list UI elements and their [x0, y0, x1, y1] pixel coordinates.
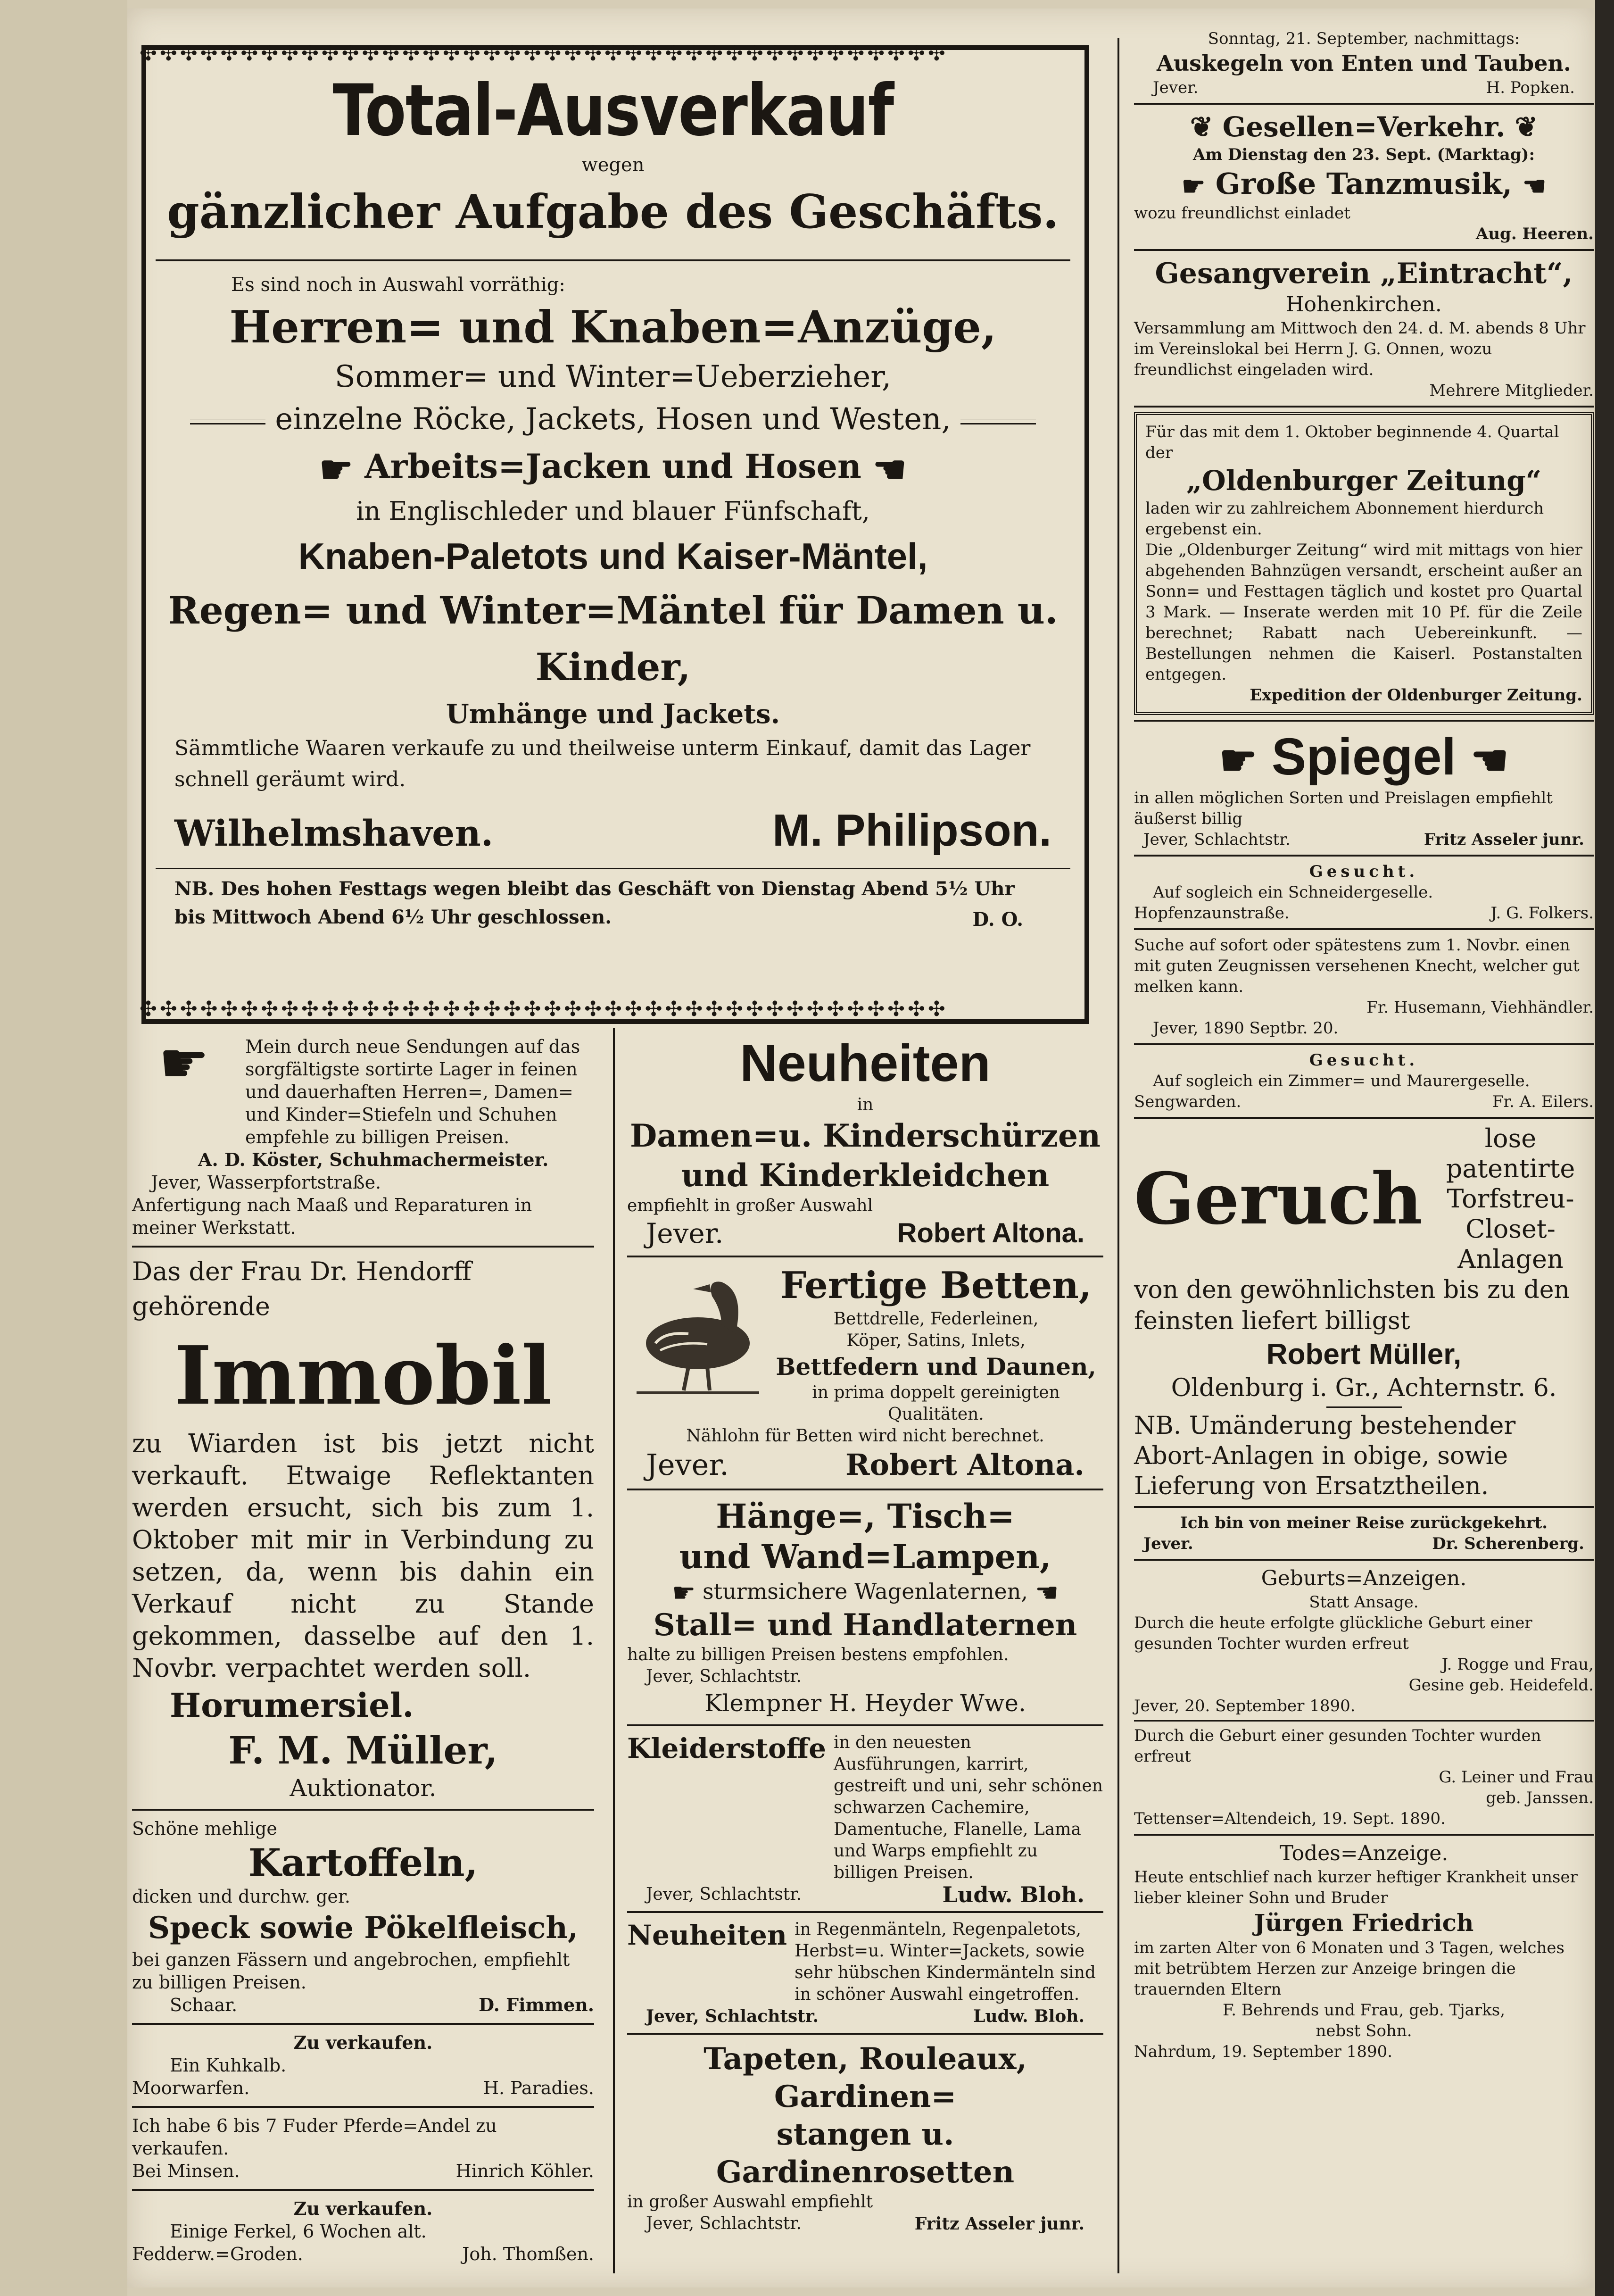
main-ad-nb-sign: D. O. [972, 908, 1023, 931]
verk2-head: Zu verkaufen. [293, 2198, 433, 2219]
immobil-intro: Das der Frau Dr. Hendorff gehörende [132, 1256, 472, 1321]
geb-names1: J. Rogge und Frau, [1441, 1655, 1594, 1674]
ornament-icon: ❦ [1190, 111, 1213, 143]
tod-body: Heute entschlief nach kurzer heftiger Krankheit unser lieber kleiner Sohn und Bruder [1134, 1868, 1578, 1907]
geruch-nb: NB. Umänderung bestehender Abort-Anlagen in obige, sowie Lieferung von Ersatztheilen. [1134, 1412, 1516, 1500]
neu2-body: in Regenmänteln, Regenpaletots, Herbst=u. Winter=Jackets, sowie sehr hübschen Kindermänteln sind in schöner Auswahl eingetroffen. [795, 1920, 1096, 2004]
geruch-body: von den gewöhnlichsten bis zu den feinsten liefert billigst [1134, 1276, 1570, 1335]
divider [1134, 855, 1594, 857]
divider [627, 2033, 1103, 2035]
kegel-signature [1134, 77, 1594, 98]
reise-name: Dr. Scherenberg. [1432, 1534, 1584, 1553]
reise-place: Jever. [1143, 1534, 1193, 1553]
divider [1134, 1720, 1594, 1722]
main-ad-line5: in Englischleder und blauer Fünfschaft, [356, 496, 870, 526]
ges-date: Am Dienstag den 23. Sept. (Marktag): [1192, 145, 1535, 164]
neu2-title: Neuheiten [627, 1919, 787, 1951]
verk2-place: Fedderw.=Groden. [132, 2244, 303, 2264]
kleider-title: Kleiderstoffe [627, 1732, 827, 1764]
ges1-signature [1134, 903, 1594, 923]
geb-body: Durch die heute erfolgte glückliche Geburt einer gesunden Tochter wurden erfreut [1134, 1614, 1532, 1653]
andel-name: Hinrich Köhler. [455, 2161, 594, 2181]
divider [156, 868, 1070, 869]
tod-body2: im zarten Alter von 6 Monaten und 3 Tagen, welches mit betrübtem Herzen zur Anzeige bringen die trauernden Eltern [1134, 1938, 1565, 1999]
kegel-place: Jever. [1153, 78, 1199, 97]
verk2-signature [132, 2243, 594, 2265]
page-edge [1595, 0, 1614, 2296]
betten-signature [627, 1447, 1103, 1483]
divider [132, 2106, 594, 2108]
reise-body: Ich bin von meiner Reise zurückgekehrt. [1180, 1514, 1548, 1532]
main-ad-title: Total-Ausverkauf [332, 70, 894, 152]
eint-title: Gesangverein „Eintracht“, [1155, 257, 1573, 290]
verk1-item: Ein Kuhkalb. [170, 2055, 287, 2076]
divider [156, 259, 1070, 261]
kart-title: Kartoffeln, [248, 1840, 478, 1885]
divider [627, 1724, 1103, 1726]
eint-body: Versammlung am Mittwoch den 24. d. M. abends 8 Uhr im Vereinslokal bei Herrn J. G. Onnen, wozu freundlichst eingeladen wird. [1134, 319, 1586, 379]
neu-place: Jever. [646, 1217, 724, 1249]
geb2-date: Tettenser=Altendeich, 19. Sept. 1890. [1134, 1809, 1446, 1828]
neu2-signature [627, 2005, 1103, 2027]
pointing-hand-icon: ☛ [319, 447, 353, 491]
ges2-place: Sengwarden. [1134, 1092, 1242, 1111]
speck-signature [132, 1994, 594, 2016]
main-ad-line4-text: Arbeits=Jacken und Hosen [364, 447, 861, 486]
ges-body: wozu freundlichst einladet [1134, 204, 1350, 223]
verk1-head: Zu verkaufen. [293, 2032, 433, 2053]
kleider-body: in den neuesten Ausführungen, karrirt, gestreift und uni, sehr schönen schwarzen Cachemire, Damentuche, Flanelle, Lama und Warps empfiehlt zu billigen Preisen. [834, 1733, 1103, 1882]
pointing-hand-icon: ☛ [873, 447, 907, 491]
divider [132, 1246, 594, 1248]
kart-sub: dicken und durchw. ger. [132, 1886, 350, 1907]
divider [1134, 1117, 1594, 1119]
pointing-hand-icon: ☛ [1522, 171, 1547, 202]
lampen-l1: Hänge=, Tisch= [716, 1497, 1015, 1536]
right-column [1134, 28, 1594, 2062]
ges-title-row [1134, 109, 1594, 144]
main-ad-line2: Sommer= und Winter=Ueberzieher, [334, 359, 892, 394]
divider [1134, 1506, 1594, 1508]
divider [1134, 103, 1594, 105]
geruch-side: lose patentirte Torfstreu-Closet-Anlagen [1446, 1123, 1575, 1274]
reise-signature [1134, 1533, 1594, 1554]
short-rule [1326, 1406, 1402, 1408]
olden-title: „Oldenburger Zeitung“ [1186, 465, 1542, 497]
ges2-signature [1134, 1091, 1594, 1112]
tod-sign1: F. Behrends und Frau, geb. Tjarks, [1222, 2001, 1506, 2020]
spiegel-body: in allen möglichen Sorten und Preislagen empfiehlt äußerst billig [1134, 789, 1553, 828]
speck-place: Schaar. [170, 1995, 238, 2015]
betten-place: Jever. [646, 1447, 729, 1482]
betten-l4: in prima doppelt gereinigten Qualitäten. [812, 1383, 1060, 1424]
koester-ad [132, 1031, 594, 1148]
lampen-place: Jever, Schlachtstr. [646, 1667, 802, 1686]
divider [1134, 406, 1594, 408]
koester-place: Jever, Wasserpfortstraße. [151, 1172, 381, 1193]
eint-place: Hohenkirchen. [1286, 292, 1442, 316]
geruch-ad [1134, 1123, 1594, 1274]
main-ad-intro: Es sind noch in Auswahl vorräthig: [231, 274, 565, 296]
pointing-hand-icon: ☛ [158, 1031, 209, 1096]
pointing-hand-icon: ☛ [1470, 737, 1509, 784]
neu-title: Neuheiten [740, 1034, 991, 1092]
knecht-body: Suche auf sofort oder spätestens zum 1. Novbr. einen mit guten Zeugnissen versehenen Knecht, welcher gut melken kann. [1134, 936, 1580, 996]
neu-in: in [857, 1095, 874, 1115]
tod-head: Todes=Anzeige. [1279, 1841, 1448, 1865]
ornament-border-top: ✣✣✣✣✣✣✣✣✣✣✣✣✣✣✣✣✣✣✣✣✣✣✣✣✣✣✣✣✣✣✣✣✣✣✣✣✣✣✣✣ [140, 43, 948, 64]
olden-l1: laden wir zu zahlreichem Abonnement hierdurch ergebenst ein. [1145, 499, 1544, 539]
geb2-names2: geb. Janssen. [1486, 1789, 1594, 1807]
main-ad-line8: Umhänge und Jackets. [446, 699, 780, 730]
ges1-name: J. G. Folkers. [1490, 904, 1594, 923]
main-ad-line1: Herren= und Knaben=Anzüge, [229, 301, 997, 353]
lampen-l4: Stall= und Handlaternen [653, 1607, 1077, 1643]
speck-name: D. Fimmen. [479, 1994, 594, 2015]
kleider-firm: Ludw. Bloh. [942, 1882, 1084, 1907]
speck-body: bei ganzen Fässern und angebrochen, empfiehlt zu billigen Preisen. [132, 1949, 570, 1993]
knecht-date: Jever, 1890 Septbr. 20. [1153, 1019, 1339, 1038]
verk1-place: Moorwarfen. [132, 2078, 250, 2098]
ges2-name: Fr. A. Eilers. [1492, 1092, 1594, 1111]
olden-body: Die „Oldenburger Zeitung“ wird mit mittags von hier abgehenden Bahnzügen versandt, erscheint außer an Sonn= und Festtagen täglich und kostet pro Quartal 3 Mark. — Inserate werden mit 10 Pf. für die Zeile berechnet; Rabatt nach Uebereinkunft. — Bestellungen nehmen die Kaiserl. Postanstalten entgegen. [1145, 541, 1582, 684]
pointing-hand-icon: ☛ [1181, 171, 1206, 202]
main-ad-line3 [156, 398, 1070, 441]
olden-ad [1134, 412, 1594, 715]
geb-date: Jever, 20. September 1890. [1134, 1697, 1356, 1715]
betten-ad [627, 1263, 1103, 1425]
neu-l1: Damen=u. Kinderschürzen [630, 1117, 1101, 1154]
geruch-title: Geruch [1134, 1157, 1423, 1240]
knecht-name: Fr. Husemann, Viehhändler. [1366, 998, 1594, 1017]
spiegel-title-row [1134, 726, 1594, 788]
pointing-hand-icon: ☛ [1035, 1578, 1059, 1608]
kleider-place: Jever, Schlachtstr. [646, 1885, 802, 1904]
andel-signature [132, 2160, 594, 2182]
ges1-body: Auf sogleich ein Schneidergeselle. [1153, 883, 1433, 902]
immobil-role: Auktionator. [290, 1774, 437, 1802]
betten-firm: Robert Altona. [845, 1447, 1084, 1482]
ges-main-row [1134, 165, 1594, 203]
divider [132, 2189, 594, 2191]
betten-l3: Bettfedern und Daunen, [776, 1353, 1096, 1381]
betten-l1: Bettdrelle, Federleinen, [833, 1309, 1039, 1329]
kart-intro: Schöne mehlige [132, 1818, 277, 1839]
verk2-item: Einige Ferkel, 6 Wochen alt. [170, 2221, 427, 2242]
ges2-head: Gesucht. [1309, 1051, 1419, 1070]
main-ad [156, 71, 1070, 932]
ges-title: Gesellen=Verkehr. [1222, 111, 1506, 143]
kleider-ad [627, 1732, 1103, 1884]
main-ad-firm: M. Philipson. [772, 805, 1051, 856]
immobil-title: Immobil [174, 1329, 552, 1423]
lampen-l2: und Wand=Lampen, [679, 1537, 1051, 1576]
geb-statt: Statt Ansage. [1309, 1593, 1419, 1612]
geb2-names1: G. Leiner und Frau [1439, 1768, 1594, 1787]
ornament-border-bottom: ✣✣✣✣✣✣✣✣✣✣✣✣✣✣✣✣✣✣✣✣✣✣✣✣✣✣✣✣✣✣✣✣✣✣✣✣✣✣✣✣ [140, 999, 948, 1020]
main-ad-line3-text: einzelne Röcke, Jackets, Hosen und Westen, [275, 402, 951, 437]
betten-title: Fertige Betten, [780, 1264, 1092, 1307]
neu-l2: und Kinderkleidchen [681, 1157, 1050, 1194]
verk2-name: Joh. Thomßen. [462, 2244, 594, 2264]
tapeten-signature [627, 2213, 1103, 2235]
spiegel-signature [1134, 829, 1594, 850]
column-rule-right [1117, 38, 1119, 2273]
divider [1134, 249, 1594, 251]
lampen-firm: Klempner H. Heyder Wwe. [704, 1689, 1026, 1717]
geb2-body: Durch die Geburt einer gesunden Tochter wurden erfreut [1134, 1726, 1541, 1766]
column-rule-middle [613, 1028, 615, 2273]
main-ad-line6: Knaben-Paletots und Kaiser-Mäntel, [298, 535, 928, 577]
ges1-head: Gesucht. [1309, 862, 1419, 881]
olden-sign: Expedition der Oldenburger Zeitung. [1250, 686, 1582, 705]
divider [1134, 1043, 1594, 1045]
tod-date: Nahrdum, 19. September 1890. [1134, 2042, 1393, 2061]
neu-firm: Robert Altona. [897, 1218, 1084, 1248]
geruch-addr: Oldenburg i. Gr., Achternstr. 6. [1171, 1374, 1557, 1402]
geruch-firm: Robert Müller, [1266, 1338, 1462, 1371]
kegel-date: Sonntag, 21. September, nachmittags: [1208, 29, 1520, 48]
andel-place: Bei Minsen. [132, 2161, 240, 2181]
koester-name: A. D. Köster, Schuhmachermeister. [198, 1149, 549, 1170]
kegel-title: Auskegeln von Enten und Tauben. [1157, 50, 1571, 76]
main-ad-signature [156, 795, 1070, 857]
spiegel-title: Spiegel [1271, 728, 1457, 786]
tapeten-l1: Tapeten, Rouleaux, Gardinen= [704, 2041, 1027, 2114]
neu2-firm: Ludw. Bloh. [973, 2006, 1084, 2026]
verk1-name: H. Paradies. [483, 2078, 594, 2098]
divider [1134, 928, 1594, 930]
ornament-icon: ❦ [1515, 111, 1538, 143]
tod-name: Jürgen Friedrich [1254, 1909, 1474, 1937]
divider [1134, 1834, 1594, 1836]
ges-main: Große Tanzmusik, [1215, 166, 1513, 201]
duck-icon [627, 1263, 769, 1405]
divider [1134, 1559, 1594, 1561]
divider [627, 1911, 1103, 1913]
kegel-name: H. Popken. [1486, 78, 1575, 97]
main-ad-subtitle: gänzlicher Aufgabe des Geschäfts. [167, 185, 1059, 239]
olden-intro: Für das mit dem 1. Oktober beginnende 4. Quartal der [1145, 423, 1559, 462]
ges1-place: Hopfenzaunstraße. [1134, 904, 1290, 923]
tod-sign2: nebst Sohn. [1316, 2021, 1412, 2040]
ges-name: Aug. Heeren. [1475, 225, 1594, 243]
tapeten-l2: stangen u. Gardinenrosetten [716, 2117, 1015, 2190]
eint-sign: Mehrere Mitglieder. [1429, 381, 1594, 400]
neu2-ad [627, 1919, 1103, 2005]
divider [627, 1256, 1103, 1257]
ges2-body: Auf sogleich ein Zimmer= und Maurergeselle. [1153, 1072, 1530, 1090]
koester-note: Anfertigung nach Maaß und Reparaturen in meiner Werkstatt. [132, 1195, 532, 1238]
divider [132, 2023, 594, 2025]
double-rule-right [960, 419, 1036, 424]
divider [1134, 720, 1594, 722]
betten-l2: Köper, Satins, Inlets, [846, 1331, 1026, 1350]
speck-title: Speck sowie Pökelfleisch, [148, 1910, 579, 1946]
betten-note: Nählohn für Betten wird nicht berechnet. [686, 1426, 1044, 1446]
main-ad-wegen: wegen [581, 154, 645, 176]
middle-column [627, 1033, 1103, 2235]
neu-body: empfiehlt in großer Auswahl [627, 1196, 873, 1215]
tapeten-firm: Fritz Asseler junr. [914, 2214, 1084, 2234]
geb-names2: Gesine geb. Heidefeld. [1408, 1676, 1594, 1695]
lampen-l3: sturmsichere Wagenlaternen, [702, 1579, 1028, 1604]
double-rule-left [190, 419, 265, 424]
lampen-body: halte zu billigen Preisen bestens empfohlen. [627, 1645, 1009, 1664]
geb-head: Geburts=Anzeigen. [1261, 1566, 1467, 1590]
tapeten-place: Jever, Schlachtstr. [646, 2214, 802, 2233]
main-ad-nb: NB. Des hohen Festtags wegen bleibt das Geschäft von Dienstag Abend 5½ Uhr bis Mittwoch Abend 6½ Uhr geschlossen. [174, 878, 1015, 928]
divider [132, 1809, 594, 1811]
koester-text: Mein durch neue Sendungen auf das sorgfältigste sortirte Lager in feinen und dauerhaften Herren=, Damen= und Kinder=Stiefeln und Schuhen empfehle zu billigen Preisen. [245, 1036, 580, 1148]
main-ad-line4 [156, 441, 1070, 492]
immobil-place: Horumersiel. [170, 1686, 414, 1725]
lampen-l3-row [627, 1577, 1103, 1606]
pointing-hand-icon: ☛ [1219, 737, 1258, 784]
main-ad-line7: Regen= und Winter=Mäntel für Damen u. Kinder, [168, 588, 1058, 689]
immobil-name: F. M. Müller, [228, 1728, 498, 1772]
main-ad-place: Wilhelmshaven. [174, 812, 494, 854]
spiegel-name: Fritz Asseler junr. [1424, 830, 1584, 849]
verk1-signature [132, 2077, 594, 2099]
tapeten-body: in großer Auswahl empfiehlt [627, 2192, 873, 2212]
betten-text [769, 1263, 1103, 1425]
andel-text: Ich habe 6 bis 7 Fuder Pferde=Andel zu verkaufen. [132, 2115, 497, 2159]
main-ad-body: Sämmtliche Waaren verkaufe zu und theilweise unterm Einkauf, damit das Lager schnell geräumt wird. [174, 736, 1031, 791]
page-margin [0, 0, 127, 2296]
neu2-place: Jever, Schlachtstr. [646, 2006, 819, 2026]
neu-signature [627, 1217, 1103, 1250]
kleider-signature [627, 1884, 1103, 1905]
divider [627, 1489, 1103, 1490]
left-column [132, 1031, 594, 2265]
spiegel-place: Jever, Schlachtstr. [1143, 830, 1291, 849]
pointing-hand-icon: ☛ [672, 1578, 696, 1608]
immobil-body: zu Wiarden ist bis jetzt nicht verkauft. Etwaige Reflektanten werden ersucht, sich bis zum 1. Oktober mit mir in Verbindung zu setzen, da, wenn bis dahin ein Verkauf nicht zu Stande gekommen, dasselbe auf den 1. Novbr. verpachtet werden soll. [132, 1429, 594, 1683]
